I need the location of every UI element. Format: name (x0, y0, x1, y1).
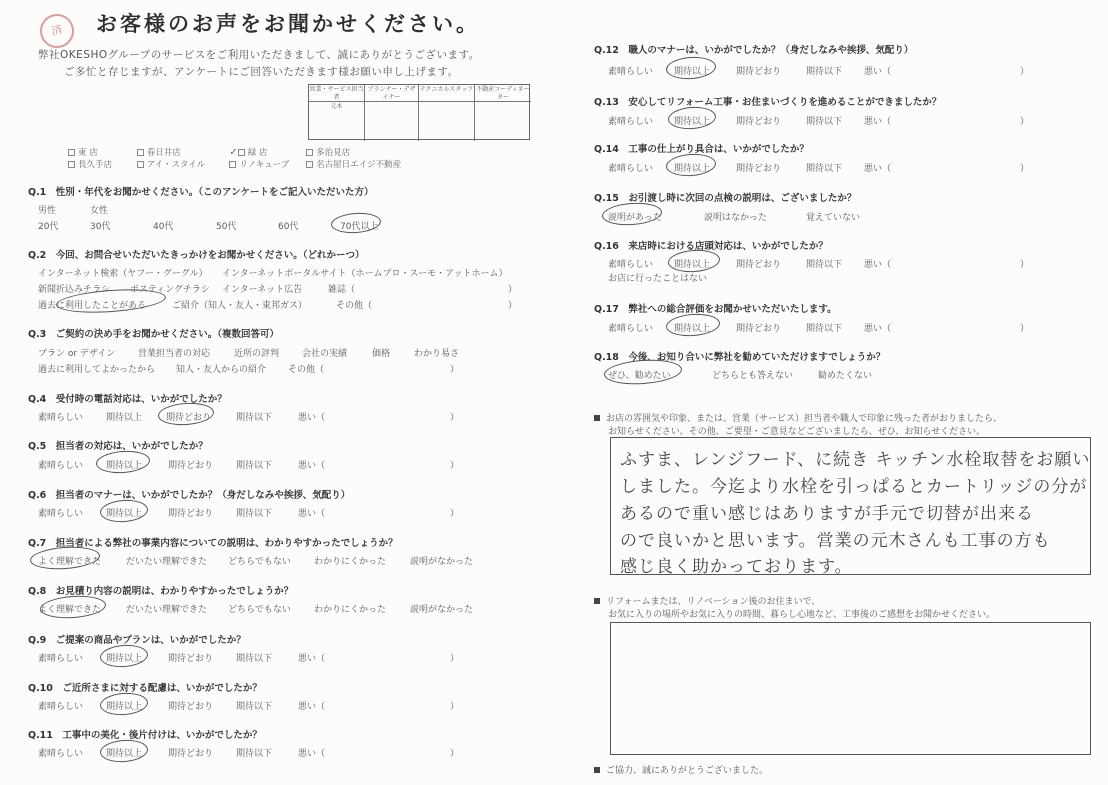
option: ） (1020, 117, 1030, 127)
option[interactable]: 新聞折込みチラシ (38, 285, 111, 295)
option-selected[interactable]: 期待以上 (106, 702, 143, 712)
staff-name-planner[interactable] (365, 102, 419, 141)
option: ） (450, 365, 460, 375)
option[interactable]: 期待以下 (806, 117, 843, 127)
question-6: Q.6 担当者のマナーは、いかがでしたか？（身だしなみや挨拶、気配り） (28, 490, 351, 501)
option[interactable]: お店に行ったことはない (608, 274, 708, 284)
option[interactable]: 期待以上 (106, 413, 143, 423)
option[interactable]: 20代 (38, 222, 59, 232)
option[interactable]: 素晴らしい (38, 509, 84, 519)
handwritten-comment-line-3: あるので重い感じはありますが手元で切替が出来る (620, 504, 1034, 524)
option[interactable]: 説明がなかった (410, 557, 474, 567)
option-selected[interactable]: 70代以上 (340, 222, 379, 232)
option-selected[interactable]: 期待以上 (106, 461, 143, 471)
option-selected[interactable]: 期待以上 (674, 117, 711, 127)
option-selected[interactable]: 過去に利用したことがある (38, 301, 147, 311)
question-17: Q.17 弊社への総合評価をお聞かせいただいたします。 (594, 304, 837, 315)
option[interactable]: 女性 (90, 206, 109, 216)
option[interactable]: 悪い（ (298, 461, 326, 471)
comment-prompt-2-line-2: お気に入りの場所やお気に入りの時間、暮らし心地など、工事後のご感想をお聞かせください。 (608, 610, 996, 620)
option[interactable]: インターネット広告 (222, 285, 303, 295)
question-15: Q.15 お引渡し時に次回の点検の説明は、ございましたか？ (594, 193, 857, 204)
staff-header-sales: 営業・サービス担当者 (309, 86, 364, 101)
option[interactable]: 60代 (278, 222, 299, 232)
checkbox[interactable] (306, 161, 313, 168)
option[interactable]: だいたい理解できた (126, 605, 208, 615)
store-row-2 (68, 158, 401, 170)
option[interactable]: 期待どおり (168, 509, 214, 519)
option[interactable]: ポスティングチラシ (130, 285, 210, 295)
selection-circle (39, 594, 106, 621)
selection-circle (665, 312, 720, 338)
checkbox[interactable] (229, 161, 236, 168)
question-13: Q.13 安心してリフォーム工事・お住まいづくりを進めることができましたか？ (594, 97, 942, 108)
option[interactable]: その他（ (336, 301, 373, 311)
option[interactable]: 期待以下 (806, 67, 843, 77)
option[interactable]: 素晴らしい (608, 260, 654, 270)
option[interactable]: 素晴らしい (38, 654, 84, 664)
question-14: Q.14 工事の仕上がり具合は、いかがでしたか？ (594, 144, 809, 155)
comment-prompt-1-line-2: お知らせください。その他、ご要望・ご意見などございましたら、ぜひ、お知らせください。 (608, 427, 986, 437)
option[interactable]: 悪い（ (864, 117, 892, 127)
checkbox[interactable] (238, 149, 245, 156)
option[interactable]: わかりにくかった (314, 557, 387, 567)
option[interactable]: 50代 (216, 222, 237, 232)
option[interactable]: どちらでもない (228, 605, 291, 615)
option: ） (450, 749, 460, 759)
checkbox[interactable] (68, 149, 75, 156)
option-selected[interactable]: 期待どおり (166, 413, 212, 423)
option[interactable]: その他（ (288, 365, 325, 375)
option[interactable]: 素晴らしい (608, 164, 654, 174)
option[interactable]: わかり易さ (414, 349, 460, 359)
option[interactable]: 素晴らしい (608, 117, 654, 127)
option[interactable]: 悪い（ (298, 702, 326, 712)
store-option[interactable]: リノキューブ (229, 158, 303, 170)
option[interactable]: 期待以下 (806, 324, 843, 334)
question-12: Q.12 職人のマナーは、いかがでしたか？（身だしなみや挨拶、気配り） (594, 45, 914, 56)
option[interactable]: 期待どおり (736, 67, 782, 77)
checkbox[interactable] (137, 149, 144, 156)
handwritten-comment-line-2: しました。今迄より水栓を引っぱるとカートリッジの分が (620, 477, 1088, 497)
option: ） (1020, 260, 1030, 270)
option[interactable]: インターネットポータルサイト（ホームプロ・スーモ・アットホーム） (222, 269, 508, 279)
option-selected[interactable]: ぜひ、勧めたい (608, 371, 671, 381)
thanks-note: ご協力、誠にありがとうございました。 (594, 763, 768, 776)
option[interactable]: 価格 (372, 349, 391, 359)
option[interactable]: ご紹介（知人・友人・東邦ガス） (172, 301, 308, 311)
stamp: 済 (37, 11, 77, 51)
option[interactable]: 悪い（ (864, 67, 892, 77)
option: ） (450, 461, 460, 471)
option: ） (450, 413, 460, 423)
selection-circle (99, 643, 148, 668)
option[interactable]: だいたい理解できた (126, 557, 208, 567)
option[interactable]: 素晴らしい (38, 413, 84, 423)
option-selected[interactable]: 期待以上 (106, 749, 143, 759)
option[interactable]: 知人・友人からの紹介 (176, 365, 267, 375)
option[interactable]: 期待どおり (736, 164, 782, 174)
option-selected[interactable]: 期待以上 (674, 260, 711, 270)
option[interactable]: 素晴らしい (38, 749, 84, 759)
comment-prompt-1: お店の雰囲気や印象、または、営業（サービス）担当者や職人で印象に残った者がおりましたら、 (594, 411, 1002, 424)
option[interactable]: 素晴らしい (38, 702, 84, 712)
option[interactable]: 期待以下 (236, 654, 273, 664)
option[interactable]: 期待どおり (736, 117, 782, 127)
option[interactable]: 雑誌（ (328, 285, 356, 295)
option[interactable]: 悪い（ (298, 413, 326, 423)
option[interactable]: 期待以下 (236, 461, 273, 471)
option[interactable]: 勧めたくない (818, 371, 873, 381)
store-option[interactable]: 名古屋日エイジ不動産 (306, 158, 401, 170)
option[interactable]: 説明がなかった (410, 605, 474, 615)
option[interactable]: わかりにくかった (314, 605, 387, 615)
handwritten-comment-line-4: ので良いかと思います。営業の元木さんも工事の方も (620, 531, 1051, 551)
comment-box-2[interactable] (610, 622, 1091, 755)
option-selected[interactable]: よく理解できた (38, 605, 102, 615)
option: ） (450, 509, 460, 519)
staff-table (308, 84, 530, 140)
question-11: Q.11 工事中の美化・後片付けは、いかがでしたか？ (28, 730, 262, 741)
option[interactable]: 30代 (90, 222, 111, 232)
option-selected[interactable]: 期待以上 (106, 509, 143, 519)
option-selected[interactable]: 期待以上 (674, 324, 711, 334)
option[interactable]: 期待以下 (806, 260, 843, 270)
question-10: Q.10 ご近所さまに対する配慮は、いかがでしたか？ (28, 683, 262, 694)
handwritten-comment-line-1: ふすま、レンジフード、に続き キッチン水栓取替をお願い (620, 450, 1091, 470)
checkbox[interactable] (137, 161, 144, 168)
option[interactable]: 素晴らしい (608, 67, 654, 77)
option[interactable]: 素晴らしい (38, 461, 84, 471)
option: ） (508, 301, 518, 311)
checkmark-icon: ✓ (229, 147, 238, 158)
option: ） (1020, 67, 1030, 77)
option[interactable]: 悪い（ (864, 164, 892, 174)
option[interactable]: どちらとも答えない (712, 371, 794, 381)
option[interactable]: 会社の実績 (302, 349, 348, 359)
option[interactable]: 悪い（ (298, 749, 326, 759)
option[interactable]: 期待以下 (806, 164, 843, 174)
checkbox[interactable] (306, 149, 313, 156)
option[interactable]: 説明はなかった (704, 213, 768, 223)
option[interactable]: 過去に利用してよかったから (38, 365, 156, 375)
question-8: Q.8 お見積り内容の説明は、わかりやすかったでしょうか？ (28, 586, 294, 597)
page-title: お客様のお声をお聞かせください。 (96, 12, 480, 36)
store-option[interactable]: ✓ 緑 店 (229, 147, 268, 158)
selection-circle (667, 248, 720, 274)
staff-name-technical[interactable] (419, 102, 475, 141)
option[interactable]: 期待以下 (236, 749, 273, 759)
option[interactable]: 営業担当者の対応 (138, 349, 211, 359)
selection-circle (99, 738, 148, 763)
question-2: Q.2 今回、お問合せいただいたきっかけをお聞かせください。（どれかーつ） (28, 250, 365, 261)
option-selected[interactable]: よく理解できた (38, 557, 102, 567)
selection-circle (99, 691, 148, 716)
option[interactable]: 悪い（ (864, 260, 892, 270)
option[interactable]: インターネット検索（ヤフー・グーグル） (38, 269, 208, 279)
option: ） (1020, 164, 1030, 174)
staff-header-technical: テクニカルスタッフ (419, 85, 475, 102)
option[interactable]: 期待どおり (736, 260, 782, 270)
option: ） (450, 654, 460, 664)
option[interactable]: 期待どおり (168, 654, 214, 664)
question-9: Q.9 ご提案の商品やプランは、いかがでしたか？ (28, 635, 246, 646)
option[interactable]: 期待どおり (168, 749, 214, 759)
staff-name-sales[interactable]: 元木 (309, 102, 365, 141)
option[interactable]: 男性 (38, 206, 57, 216)
checkbox[interactable] (68, 161, 75, 168)
staff-header-planner: プランナー・デザイナー (365, 85, 419, 102)
option-selected[interactable]: 期待以上 (674, 67, 711, 77)
store-option[interactable]: 東 店 (68, 146, 134, 158)
question-4: Q.4 受付時の電話対応は、いかがでしたか？ (28, 394, 227, 405)
staff-header-realestate: 不動産コーディネーター (476, 86, 530, 101)
store-option[interactable]: 長久手店 (68, 158, 134, 170)
handwritten-comment-line-5: 感じ良く助かっております。 (620, 557, 853, 577)
option[interactable]: 近所の評判 (234, 349, 280, 359)
option[interactable]: 期待どおり (168, 461, 214, 471)
option[interactable]: 悪い（ (864, 324, 892, 334)
option[interactable]: 期待以下 (236, 413, 273, 423)
option: ） (1020, 324, 1030, 334)
option[interactable]: 悪い（ (298, 654, 326, 664)
question-3: Q.3 ご契約の決め手をお聞かせください。（複数回答可） (28, 329, 280, 340)
option: ） (450, 702, 460, 712)
intro-line-1: 弊社OKESHOグループのサービスをご利用いただきまして、誠にありがとうございます。 (38, 49, 480, 61)
question-5: Q.5 担当者の対応は、いかがでしたか？ (28, 441, 208, 452)
selection-circle (601, 201, 662, 227)
comment-prompt-2: リフォームまたは、リノベーション後のお住まいで、 (594, 594, 820, 607)
bullet-icon (594, 767, 600, 773)
intro-line-2: ご多忙と存じますが、アンケートにご回答いただきます様お願い申し上げます。 (64, 66, 459, 78)
option: ） (508, 285, 518, 295)
store-option[interactable]: 多治見店 (306, 146, 350, 158)
bullet-icon (594, 415, 600, 421)
option[interactable]: どちらでもない (228, 557, 291, 567)
option[interactable]: 悪い（ (298, 509, 326, 519)
option[interactable]: 素晴らしい (608, 324, 654, 334)
option[interactable]: プラン or デザイン (38, 349, 116, 359)
question-18: Q.18 今後、お知り合いに弊社を勧めていただけますでしょうか？ (594, 352, 886, 363)
question-7: Q.7 担当者による弊社の事業内容についての説明は、わかりやすかったでしょうか？ (28, 538, 398, 549)
option[interactable]: 40代 (153, 222, 174, 232)
question-1: Q.1 性別・年代をお聞かせください。（このアンケートをご記入いただいた方） (28, 187, 374, 198)
option[interactable]: 期待以下 (236, 509, 273, 519)
selection-circle (95, 449, 150, 475)
selection-circle (99, 498, 148, 523)
store-row-1 (68, 146, 350, 158)
option[interactable]: 覚えていない (806, 213, 861, 223)
option[interactable]: 期待どおり (168, 702, 214, 712)
question-16: Q.16 来店時における店頭対応は、いかがでしたか？ (594, 241, 828, 252)
store-option[interactable]: 春日井店 (137, 146, 227, 158)
bullet-icon (594, 598, 600, 604)
option-selected[interactable]: 期待以上 (674, 164, 711, 174)
option[interactable]: 期待以下 (236, 702, 273, 712)
option-selected[interactable]: 説明があった (608, 213, 662, 223)
option[interactable]: 期待どおり (736, 324, 782, 334)
option-selected[interactable]: 期待以上 (106, 654, 143, 664)
staff-name-realestate[interactable] (475, 102, 531, 141)
store-option[interactable]: アイ・スタイル (137, 158, 227, 170)
